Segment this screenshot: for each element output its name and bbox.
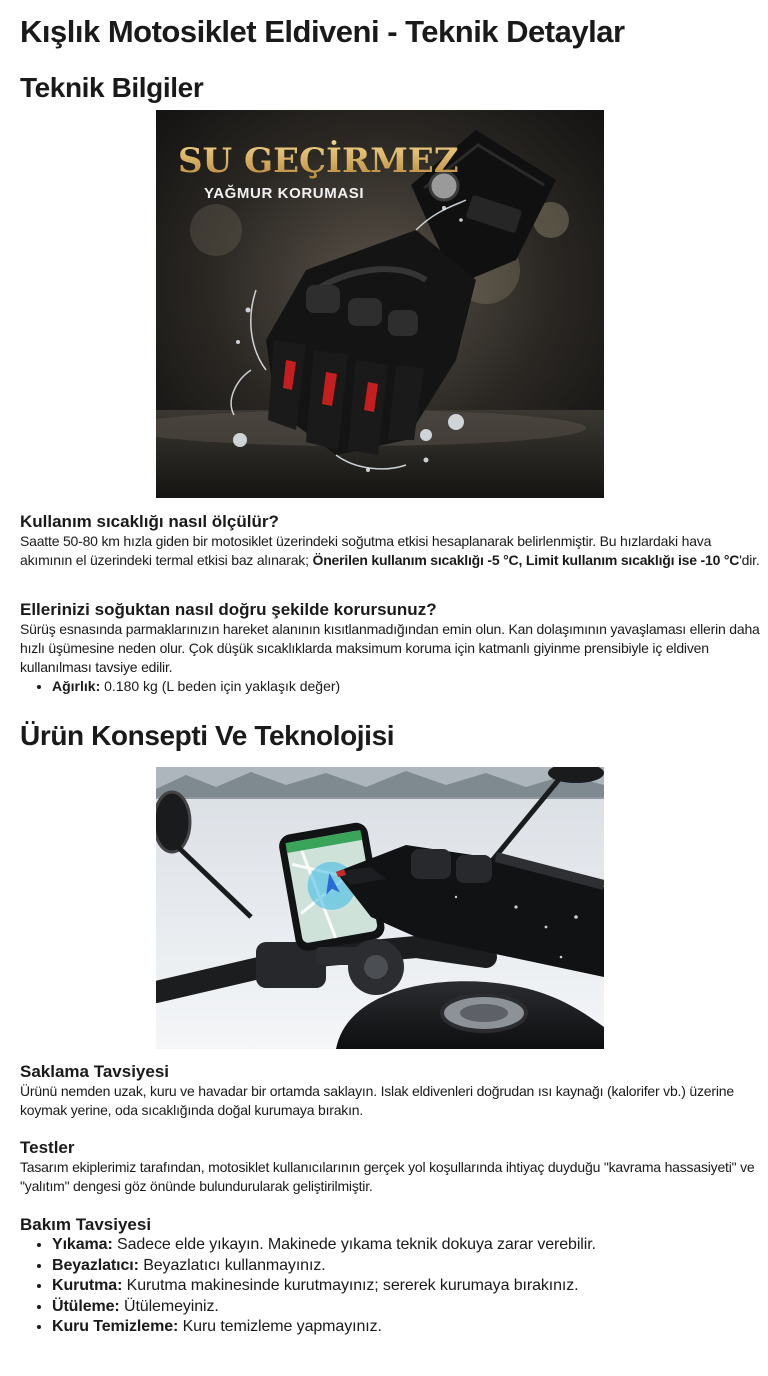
temperature-answer	[20, 532, 760, 570]
care-item-text: Kuru temizleme yapmayınız.	[178, 1318, 382, 1335]
touchscreen-glove-image	[156, 767, 604, 1049]
page-title: Kışlık Motosiklet Eldiveni - Teknik Detaylar	[20, 14, 625, 49]
temperature-measurement-section	[20, 512, 760, 570]
care-item-text: Beyazlatıcı kullanmayınız.	[138, 1256, 326, 1274]
tests-section	[20, 1138, 760, 1196]
cold-protection-question: Ellerinizi soğuktan nasıl doğru şekilde korursunuz?	[20, 600, 437, 619]
care-item-washing	[52, 1235, 760, 1256]
storage-text: Ürünü nemden uzak, kuru ve havadar bir ortamda saklayın. Islak eldivenleri doğrudan ısı kaynağı (kalorifer vb.) üzerine koymak yerine, oda sıcaklığında doğal kurumaya bırakın.	[20, 1083, 734, 1118]
temperature-question: Kullanım sıcaklığı nasıl ölçülür?	[20, 512, 279, 531]
tests-heading: Testler	[20, 1138, 75, 1157]
tech-section-heading: Teknik Bilgiler	[20, 72, 204, 103]
weight-list	[20, 677, 760, 696]
weight-item	[52, 677, 760, 696]
care-item-label: Beyazlatıcı:	[52, 1256, 139, 1274]
care-section	[20, 1215, 760, 1338]
storage-section	[20, 1062, 760, 1120]
weight-value: 0.180 kg (L beden için yaklaşık değer)	[100, 678, 341, 694]
cold-protection-section	[20, 600, 760, 696]
care-item-label: Kurutma:	[52, 1277, 123, 1294]
care-item-text: Ütülemeyiniz.	[119, 1297, 219, 1315]
temperature-answer-text: Saatte 50-80 km hızla giden bir motosiklet üzerindeki soğutma etkisi hesaplanarak belirlenmiştir. Bu hızlardaki hava akımının el üzerindeki termal etkisi baz alınarak;	[20, 533, 712, 568]
image-headline: SU GEÇİRMEZ	[178, 141, 459, 181]
care-item-dry-cleaning	[52, 1317, 760, 1338]
concept-section-heading: Ürün Konsepti Ve Teknolojisi	[20, 720, 395, 751]
care-item-drying	[52, 1276, 760, 1297]
tests-text: Tasarım ekiplerimiz tarafından, motosiklet kullanıcılarının gerçek yol koşullarında ihtiyaç duyduğu "kavrama hassasiyeti" ve "yalıtım" dengesi göz önünde bulundurularak geliştirilmiştir.	[20, 1159, 755, 1194]
care-item-text: Kurutma makinesinde kurutmayınız; sererek kurumaya bırakınız.	[122, 1277, 579, 1294]
care-item-ironing	[52, 1297, 760, 1318]
care-item-bleach	[52, 1256, 760, 1277]
care-list	[20, 1235, 760, 1338]
cold-protection-answer: Sürüş esnasında parmaklarınızın hareket alanının kısıtlanmadığından emin olun. Kan dolaşımının yavaşlaması ellerin daha hızlı üşümesine neden olur. Çok düşük sıcaklıklarda maksimum koruma için katmanlı giyinme prensibiyle iç eldiven kullanılması tavsiye edilir.	[20, 621, 760, 675]
care-item-label: Yıkama:	[52, 1236, 113, 1253]
temperature-values: Önerilen kullanım sıcaklığı -5 °C, Limit kullanım sıcaklığı ise -10 °C	[312, 552, 740, 568]
care-item-label: Ütüleme:	[52, 1297, 120, 1315]
temperature-answer-suffix: 'dir.	[739, 552, 760, 568]
weight-label: Ağırlık:	[52, 678, 101, 694]
care-item-label: Kuru Temizleme:	[52, 1318, 179, 1335]
storage-heading: Saklama Tavsiyesi	[20, 1062, 170, 1081]
image-subline: YAĞMUR KORUMASI	[204, 185, 365, 202]
care-heading: Bakım Tavsiyesi	[20, 1215, 152, 1234]
waterproof-glove-image	[156, 110, 604, 498]
care-item-text: Sadece elde yıkayın. Makinede yıkama teknik dokuya zarar verebilir.	[112, 1236, 596, 1253]
